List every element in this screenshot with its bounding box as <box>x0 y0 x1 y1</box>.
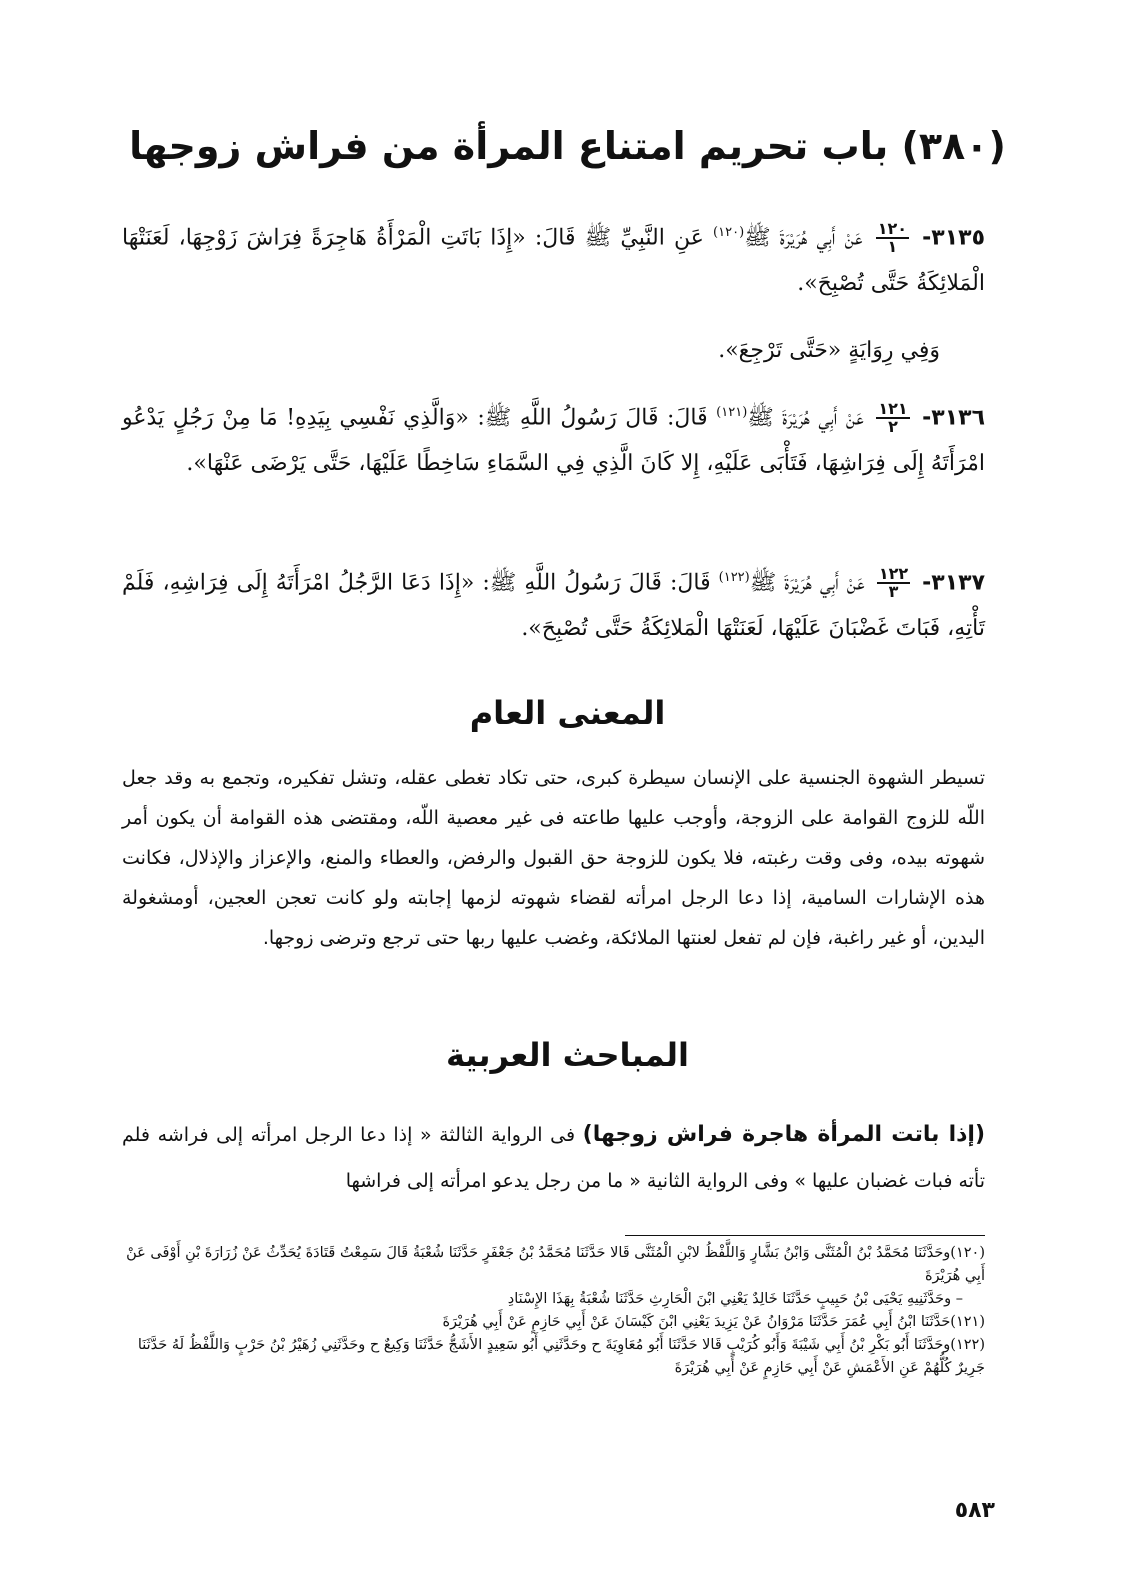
hadith-3136 <box>122 390 985 487</box>
hadith-text: قَالَ: قَالَ رَسُولُ اللَّهِ ﷺ: «وَالَّذِي نَفْسِي بِيَدِهِ! مَا مِنْ رَجُلٍ يَدْعُو امْرَأَتَهُ إِلَى فِرَاشِهَا، فَتَأْبَى عَلَيْهِ، إِلا كَانَ الَّذِي فِي السَّمَاءِ سَاخِطًا عَلَيْهَا، حَتَّى يَرْضَى عَنْهَا». <box>122 405 985 477</box>
footnote-ref: (١٢٠) <box>713 225 745 240</box>
hadith-number: ٣١٣٥- <box>922 225 986 251</box>
footnote-ref: (١٢٢) <box>718 570 750 585</box>
footnote-ref: (١٢١) <box>716 405 748 420</box>
meaning-paragraph: تسيطر الشهوة الجنسية على الإنسان سيطرة كبرى، حتى تكاد تغطى عقله، وتشل تفكيره، وتجمع به وقد جعل اللّه للزوج القوامة على الزوجة، وأوجب عليها طاعته فى غير معصية اللّه، ومقتضى هذه القوامة أن يكون أمر شهوته بيده، وفى وقت رغبته، فلا يكون للزوجة حق القبول والرفض، والعطاء والمنع، والإعزاز والإذلال، فكانت هذه الإشارات السامية، إذا دعا الرجل امرأته لقضاء شهوته لزمها إجابته ولو كانت تعجن العجين، أومشغولة اليدين، أو غير راغبة، فإن لم تفعل لعنتها الملائكة، وغضب عليها ربها حتى ترجع وترضى زوجها. <box>122 767 985 949</box>
hadith-text: عَنْ أَبِي هُرَيْرَةَ ﷺ <box>747 405 864 431</box>
hadith-text: عَنْ أَبِي هُرَيْرَةَ ﷺ <box>744 225 863 251</box>
hadith-text: عَنِ النَّبِيِّ ﷺ قَالَ: «إِذَا بَاتَتِ الْمَرْأَةُ هَاجِرَةً فِرَاشَ زَوْجِهَا، لَعَنَتْهَا الْمَلائِكَةُ حَتَّى تُصْبِحَ». <box>122 225 985 297</box>
footnote-120-chain: – وحَدَّثَنِيهِ يَحْيَى بْنُ حَبِيبٍ حَدَّثَنَا خَالِدٌ يَعْنِي ابْنَ الْحَارِثِ حَدَّثَنَا شُعْبَةُ بِهَذَا الإِسْنَادِ <box>507 1291 963 1307</box>
footnote-121: (١٢١)حَدَّثَنَا ابْنُ أَبِي عُمَرَ حَدَّثَنَا مَرْوَانُ عَنْ يَزِيدَ يَعْنِي ابْنَ كَيْسَانَ عَنْ أَبِي حَازِمٍ عَنْ أَبِي هُرَيْرَةَ <box>442 1314 985 1330</box>
footnote-120: (١٢٠)وحَدَّثَنَا مُحَمَّدُ بْنُ الْمُثَنَّى وَابْنُ بَشَّارٍ وَاللَّفْظُ لابْنِ الْمُثَنَّى قَالا حَدَّثَنَا مُحَمَّدُ بْنُ جَعْفَرٍ حَدَّثَنَا شُعْبَةُ قَالَ سَمِعْتُ قَتَادَةَ يُحَدِّثُ عَنْ زُرَارَةَ بْنِ أَوْفَى عَنْ أَبِي هُرَيْرَةَ <box>126 1245 985 1284</box>
hadith-text: قَالَ: قَالَ رَسُولُ اللَّهِ ﷺ: «إِذَا دَعَا الرَّجُلُ امْرَأَتَهُ إِلَى فِرَاشِهِ، فَلَمْ تَأْتِهِ، فَبَاتَ غَضْبَانَ عَلَيْهَا، لَعَنَتْهَا الْمَلائِكَةُ حَتَّى تُصْبِحَ». <box>122 570 985 642</box>
section-heading-arabic: المباحث العربية <box>445 1036 690 1074</box>
hadith-fraction: $\frac{١٢٠}{١}$ <box>877 219 907 257</box>
riwaya-note: وَفِي رِوَايَةٍ «حَتَّى تَرْجِعَ». <box>718 338 940 363</box>
hadith-number: ٣١٣٧- <box>922 570 986 596</box>
hadith-text: عَنْ أَبِي هُرَيْرَةَ ﷺ <box>749 570 865 596</box>
footnotes <box>122 1242 985 1380</box>
footnote-122: (١٢٢)وحَدَّثَنَا أَبُو بَكْرِ بْنُ أَبِي شَيْبَةَ وَأَبُو كُرَيْبٍ قَالا حَدَّثَنَا أَبُو مُعَاوِيَةَ ح وحَدَّثَنِي أَبُو سَعِيدٍ الأَشَجُّ حَدَّثَنَا وَكِيعٌ ح وحَدَّثَنِي زُهَيْرُ بْنُ حَرْبٍ وَاللَّفْظُ لَهُ حَدَّثَنَا جَرِيرٌ كُلُّهُمْ عَنِ الأَعْمَشِ عَنْ أَبِي حَازِمٍ عَنْ أَبِي هُرَيْرَةَ <box>137 1337 985 1376</box>
section-heading-meaning: المعنى العام <box>469 694 666 732</box>
hadith-number: ٣١٣٦- <box>922 405 986 431</box>
paragraph-rest: فى الرواية الثالثة « إذا دعا الرجل امرأته إلى فراشه فلم تأته فبات غضبان عليها » وفى الرواية الثانية « ما من رجل يدعو امرأته إلى فراشها <box>122 1124 985 1192</box>
page-number: ٥٨٣ <box>954 1498 995 1523</box>
hadith-3135 <box>122 210 985 307</box>
hadith-3137 <box>122 555 985 652</box>
hadith-fraction: $\frac{١٢٢}{٣}$ <box>878 564 909 602</box>
arabic-paragraph <box>122 1112 985 1204</box>
bold-lead: (إذا باتت المرأة هاجرة فراش زوجها) <box>582 1122 985 1147</box>
chapter-title: (٣٨٠) باب تحريم امتناع المرأة من فراش زوجها <box>129 124 1006 168</box>
hadith-fraction: $\frac{١٢١}{٢}$ <box>878 399 908 437</box>
footnote-divider <box>625 1235 985 1236</box>
